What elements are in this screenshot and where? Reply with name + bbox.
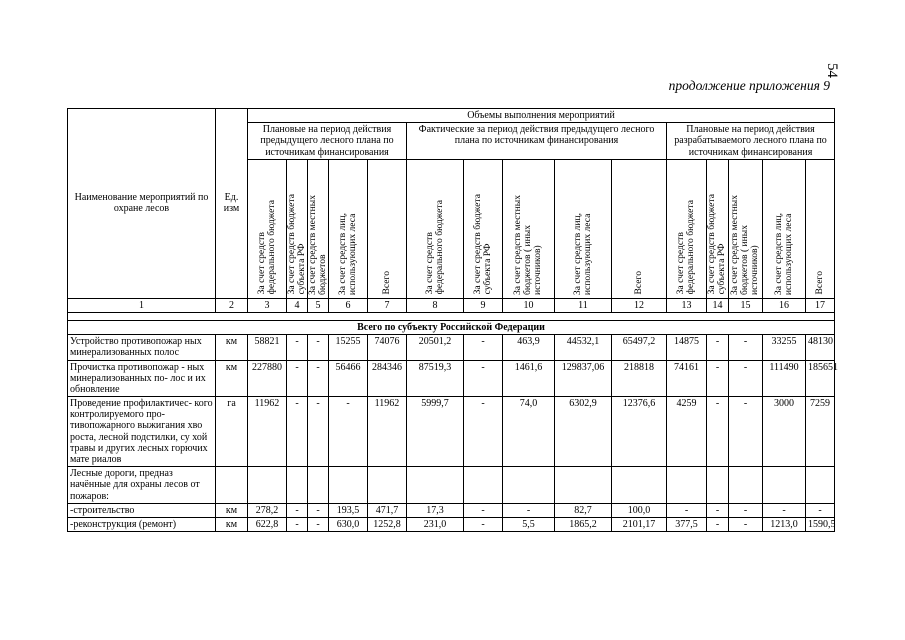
- row-value: 185651: [806, 360, 835, 397]
- page-number: 54: [824, 63, 840, 78]
- column-number: 9: [464, 298, 503, 312]
- row-value: -: [729, 397, 763, 467]
- row-value: 82,7: [555, 503, 612, 517]
- row-value: 622,8: [248, 517, 287, 531]
- row-value: 1590,5: [806, 517, 835, 531]
- row-value: -: [763, 503, 806, 517]
- column-number: 12: [612, 298, 667, 312]
- row-value: -: [287, 360, 308, 397]
- header-sub-col: [806, 159, 835, 298]
- row-value: 74,0: [503, 397, 555, 467]
- row-value: 17,3: [407, 503, 464, 517]
- column-number: 15: [729, 298, 763, 312]
- header-sub-col: [248, 159, 287, 298]
- row-value: [329, 467, 368, 504]
- header-sub-label: За счет средств бюджета субъекта РФ: [706, 194, 728, 295]
- header-sub-label: За счет средств местных бюджетов ( иных источников): [512, 194, 544, 295]
- header-sub-col: [667, 159, 707, 298]
- row-value: -: [707, 360, 729, 397]
- header-sub-col: [407, 159, 464, 298]
- row-unit: км: [216, 360, 248, 397]
- row-value: 74076: [368, 335, 407, 360]
- row-value: 74161: [667, 360, 707, 397]
- row-value: -: [729, 335, 763, 360]
- row-value: -: [464, 397, 503, 467]
- column-number: 11: [555, 298, 612, 312]
- row-value: 11962: [368, 397, 407, 467]
- row-value: 278,2: [248, 503, 287, 517]
- row-value: 2101,17: [612, 517, 667, 531]
- header-sub-label: Всего: [813, 271, 825, 295]
- row-value: 111490: [763, 360, 806, 397]
- column-number: 1: [68, 298, 216, 312]
- header-sub-label: За счет средств лиц, использующих леса: [772, 212, 794, 295]
- row-unit: км: [216, 335, 248, 360]
- row-value: -: [308, 360, 329, 397]
- row-value: -: [464, 335, 503, 360]
- row-value: 48130: [806, 335, 835, 360]
- column-number: 4: [287, 298, 308, 312]
- header-volumes: Объемы выполнения мероприятий: [248, 109, 835, 123]
- table-row: [68, 467, 835, 504]
- table-row: [68, 503, 835, 517]
- row-value: 14875: [667, 335, 707, 360]
- row-value: [729, 467, 763, 504]
- table-row: [68, 397, 835, 467]
- row-value: -: [464, 503, 503, 517]
- header-sub-label: За счет средств местных бюджетов: [307, 194, 329, 295]
- header-unit-col: Ед. изм: [216, 109, 248, 299]
- header-sub-label: За счет средств федерального бюджета: [423, 200, 445, 295]
- row-value: 4259: [667, 397, 707, 467]
- header-sub-col: [287, 159, 308, 298]
- row-value: -: [729, 360, 763, 397]
- row-value: 87519,3: [407, 360, 464, 397]
- column-number: 13: [667, 298, 707, 312]
- row-value: [555, 467, 612, 504]
- row-value: -: [287, 503, 308, 517]
- row-value: -: [503, 503, 555, 517]
- forest-protection-table: [67, 108, 838, 532]
- row-value: 1213,0: [763, 517, 806, 531]
- column-number: 3: [248, 298, 287, 312]
- row-value: [464, 467, 503, 504]
- row-value: 5999,7: [407, 397, 464, 467]
- header-sub-label: Всего: [380, 271, 392, 295]
- row-value: 6302,9: [555, 397, 612, 467]
- row-name: Проведение профилактичес- кого контролируемого про- тивопожарного выжигания хво роста, лесной подстилки, су хой травы и других лесных горючих мате риалов: [68, 397, 216, 467]
- row-value: 218818: [612, 360, 667, 397]
- header-sub-label: За счет средств бюджета субъекта РФ: [471, 194, 493, 295]
- row-value: -: [308, 397, 329, 467]
- row-value: [407, 467, 464, 504]
- header-group-planned-new: Плановые на период действия разрабатываемого лесного плана по источникам финансирования: [667, 123, 835, 160]
- row-value: -: [308, 517, 329, 531]
- row-value: -: [707, 335, 729, 360]
- row-value: [667, 467, 707, 504]
- row-value: 129837,06: [555, 360, 612, 397]
- column-number: 7: [368, 298, 407, 312]
- row-value: 231,0: [407, 517, 464, 531]
- header-sub-label: За счет средств федерального бюджета: [675, 200, 697, 295]
- header-sub-label: За счет средств лиц, использующих леса: [336, 212, 358, 295]
- header-sub-col: [763, 159, 806, 298]
- row-value: 630,0: [329, 517, 368, 531]
- column-number: 5: [308, 298, 329, 312]
- row-value: 65497,2: [612, 335, 667, 360]
- row-value: [308, 467, 329, 504]
- header-sub-col: [555, 159, 612, 298]
- row-value: -: [287, 397, 308, 467]
- row-value: 227880: [248, 360, 287, 397]
- row-value: 7259: [806, 397, 835, 467]
- header-sub-col: [729, 159, 763, 298]
- row-value: 33255: [763, 335, 806, 360]
- row-value: -: [287, 335, 308, 360]
- row-value: -: [667, 503, 707, 517]
- row-value: -: [464, 517, 503, 531]
- row-value: -: [729, 503, 763, 517]
- row-value: -: [729, 517, 763, 531]
- row-value: -: [329, 397, 368, 467]
- header-group-actual-previous: Фактические за период действия предыдущего лесного плана по источникам финансирования: [407, 123, 667, 160]
- column-number: 2: [216, 298, 248, 312]
- row-value: [707, 467, 729, 504]
- header-sub-col: [329, 159, 368, 298]
- row-value: 44532,1: [555, 335, 612, 360]
- row-value: -: [707, 503, 729, 517]
- row-value: 463,9: [503, 335, 555, 360]
- header-sub-label: За счет средств бюджета субъекта РФ: [286, 194, 308, 295]
- header-sub-col: [464, 159, 503, 298]
- header-sub-label: За счет средств федерального бюджета: [255, 200, 277, 295]
- column-number: 10: [503, 298, 555, 312]
- row-value: 5,5: [503, 517, 555, 531]
- section-title: Всего по субъекту Российской Федерации: [68, 320, 835, 334]
- row-value: 58821: [248, 335, 287, 360]
- row-value: 1252,8: [368, 517, 407, 531]
- row-value: [806, 467, 835, 504]
- column-number: 16: [763, 298, 806, 312]
- table-row: [68, 335, 835, 360]
- row-value: [612, 467, 667, 504]
- header-group-planned-previous: Плановые на период действия предыдущего лесного плана по источникам финансирования: [248, 123, 407, 160]
- column-number: 14: [707, 298, 729, 312]
- row-value: [763, 467, 806, 504]
- row-value: 20501,2: [407, 335, 464, 360]
- header-sub-label: За счет средств местных бюджетов ( иных источников): [729, 194, 761, 295]
- row-name: Прочистка противопожар - ных минерализованных по- лос и их обновление: [68, 360, 216, 397]
- row-value: 100,0: [612, 503, 667, 517]
- row-value: 56466: [329, 360, 368, 397]
- header-sub-label: За счет средств лиц, использующих леса: [571, 212, 593, 295]
- row-value: -: [308, 503, 329, 517]
- row-unit: [216, 467, 248, 504]
- row-value: 1865,2: [555, 517, 612, 531]
- row-value: 471,7: [368, 503, 407, 517]
- column-number: 17: [806, 298, 835, 312]
- row-value: 15255: [329, 335, 368, 360]
- spacer-row: [68, 312, 835, 320]
- header-name-col: Наименование мероприятий по охране лесов: [68, 109, 216, 299]
- header-sub-col: [707, 159, 729, 298]
- row-value: 193,5: [329, 503, 368, 517]
- row-value: -: [308, 335, 329, 360]
- row-value: [503, 467, 555, 504]
- header-sub-label: Всего: [632, 271, 644, 295]
- row-value: [287, 467, 308, 504]
- row-value: [368, 467, 407, 504]
- row-value: 11962: [248, 397, 287, 467]
- row-name: Устройство противопожар ных минерализованных полос: [68, 335, 216, 360]
- row-name: -реконструкция (ремонт): [68, 517, 216, 531]
- row-value: -: [806, 503, 835, 517]
- header-sub-col: [308, 159, 329, 298]
- row-unit: км: [216, 503, 248, 517]
- header-sub-col: [368, 159, 407, 298]
- row-value: 284346: [368, 360, 407, 397]
- row-value: -: [707, 397, 729, 467]
- column-number: 8: [407, 298, 464, 312]
- row-value: -: [287, 517, 308, 531]
- row-name: Лесные дороги, предназ начённые для охраны лесов от пожаров:: [68, 467, 216, 504]
- column-number: 6: [329, 298, 368, 312]
- row-value: 12376,6: [612, 397, 667, 467]
- row-value: 1461,6: [503, 360, 555, 397]
- row-value: 3000: [763, 397, 806, 467]
- appendix-continuation-title: продолжение приложения 9: [668, 78, 830, 93]
- header-sub-col: [612, 159, 667, 298]
- row-value: -: [707, 517, 729, 531]
- header-sub-col: [503, 159, 555, 298]
- row-name: -строительство: [68, 503, 216, 517]
- row-value: [248, 467, 287, 504]
- row-value: 377,5: [667, 517, 707, 531]
- row-unit: км: [216, 517, 248, 531]
- table-row: [68, 360, 835, 397]
- table-row: [68, 517, 835, 531]
- row-value: -: [464, 360, 503, 397]
- row-unit: га: [216, 397, 248, 467]
